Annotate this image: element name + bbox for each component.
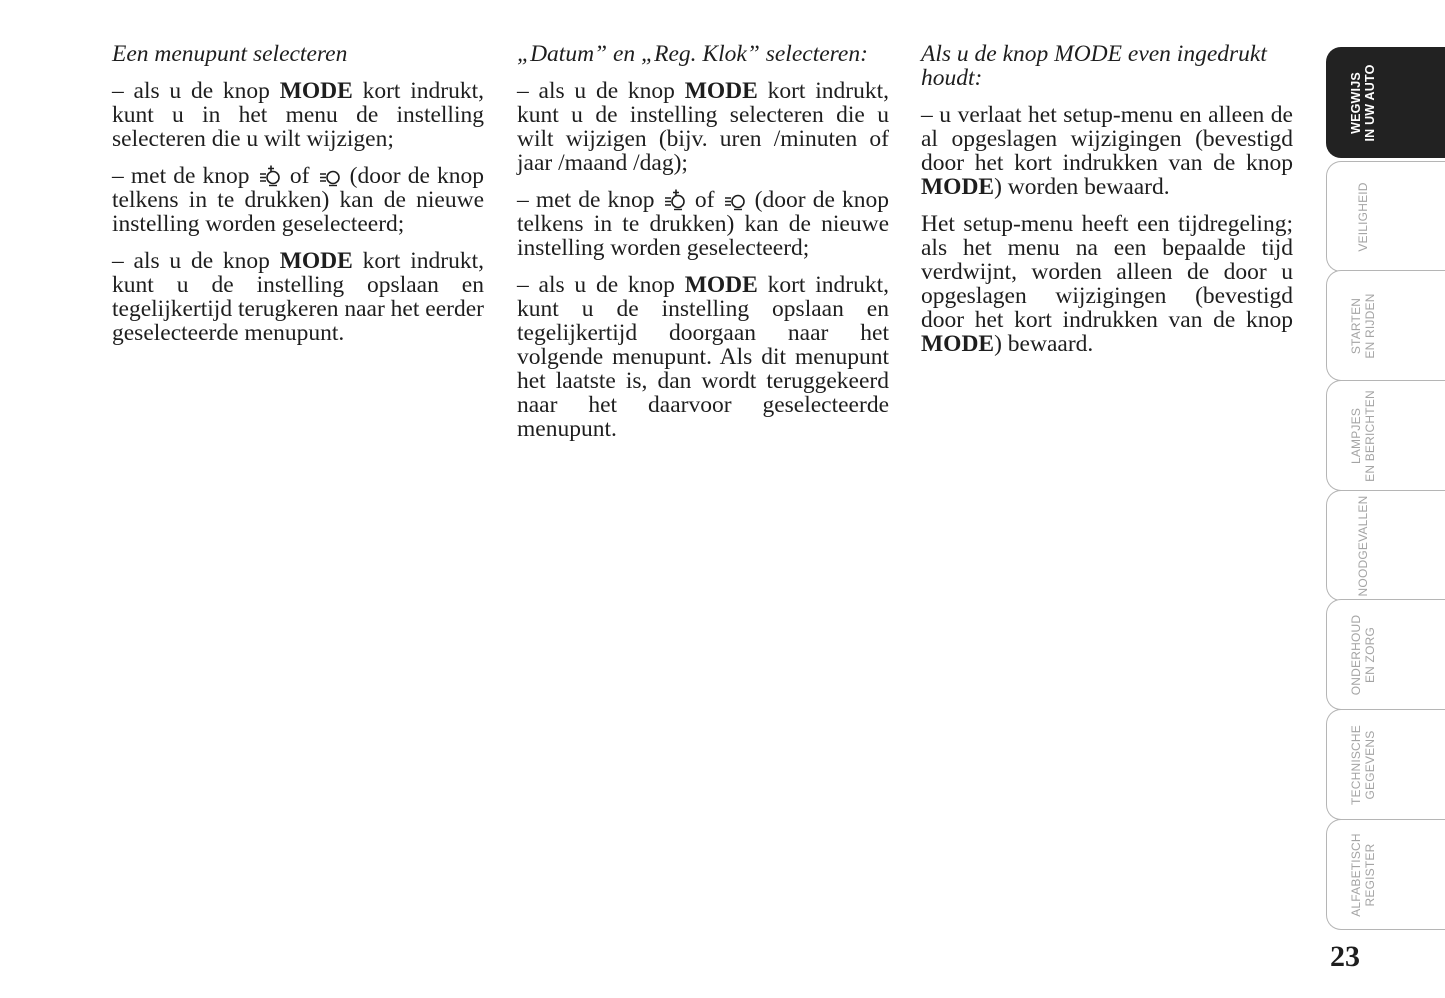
tab-label: STARTEN EN RIJDEN [1349, 292, 1377, 359]
tab-register[interactable] [1326, 819, 1445, 930]
text-run: of [282, 163, 317, 189]
body-paragraph [517, 273, 889, 441]
mode-keyword: MODE [279, 248, 353, 274]
body-paragraph [921, 103, 1293, 199]
text-run: (door de knop telkens in te drukken) kan de nieuwe instelling worden geselecteerd; [112, 163, 484, 237]
section-heading: Als u de knop MODE even ingedrukt houdt: [921, 41, 1267, 91]
tab-label: VEILIGHEID [1356, 181, 1370, 252]
body-paragraph [517, 79, 889, 175]
text-run: kort indrukt, kunt u de instelling selecteren die u wilt wijzigen (bijv. uren /minuten of jaar /maand /dag); [517, 78, 889, 176]
body-paragraph [921, 212, 1293, 356]
text-run: – met de knop [517, 187, 662, 213]
tab-label: NOODGEVALLEN [1356, 495, 1370, 596]
text-run: – als u de knop [517, 78, 685, 104]
tab-lampjes[interactable] [1326, 380, 1445, 491]
section-heading: Een menupunt selecteren [112, 41, 348, 67]
tab-label: LAMPJES EN BERICHTEN [1349, 389, 1377, 482]
tab-veiligheid[interactable] [1326, 161, 1445, 272]
text-column-1 [112, 42, 484, 358]
paragraphs [112, 79, 484, 345]
text-column-3 [921, 42, 1293, 369]
text-column-2 [517, 42, 889, 454]
text-run: of [687, 187, 722, 213]
mode-keyword: MODE [684, 272, 758, 298]
text-run: ) bewaard. [994, 331, 1094, 357]
body-paragraph [112, 164, 484, 236]
text-run: – als u de knop [112, 248, 280, 274]
paragraphs [921, 103, 1293, 356]
tab-starten[interactable] [1326, 270, 1445, 381]
text-run: – als u de knop [112, 78, 280, 104]
tab-onderhoud[interactable] [1326, 599, 1445, 710]
brightness-up-icon [259, 165, 281, 185]
text-run: kort indrukt, kunt u de instelling opslaan en tegelijkertijd doorgaan naar het volgende menupunt. Als dit menupunt het laatste is, dan wordt teruggekeerd naar het daarvoor geselecteerde menupunt. [517, 272, 889, 442]
tab-label: TECHNISCHE GEGEVENS [1349, 724, 1377, 805]
section-heading: „Datum” en „Reg. Klok” selecteren: [517, 41, 868, 67]
text-run: – met de knop [112, 163, 257, 189]
tab-technische[interactable] [1326, 709, 1445, 820]
tab-label: ONDERHOUD EN ZORG [1349, 614, 1377, 695]
tab-label: WEGWIJS IN UW AUTO [1349, 64, 1377, 141]
text-run: ) worden bewaard. [994, 174, 1170, 200]
brightness-down-icon [319, 165, 341, 185]
mode-keyword: MODE [921, 174, 995, 200]
text-run: (door de knop telkens in te drukken) kan de nieuwe instelling worden geselecteerd; [517, 187, 889, 261]
page-number: 23 [1330, 940, 1360, 973]
tab-label: ALFABETISCH REGISTER [1349, 832, 1377, 917]
text-run: Het setup-menu heeft een tijdregeling; als het menu na een bepaalde tijd verdwijnt, worden alleen de door u opgeslagen wijzigingen (bevestigd door het kort indrukken van de knop [921, 211, 1293, 333]
brightness-up-icon [664, 189, 686, 209]
text-run: – als u de knop [517, 272, 685, 298]
mode-keyword: MODE [684, 78, 758, 104]
paragraphs [517, 79, 889, 441]
text-run: kort indrukt, kunt u in het menu de instelling selecteren die u wilt wijzigen; [112, 78, 484, 152]
tab-wegwijs[interactable] [1326, 47, 1445, 158]
tab-noodgevallen[interactable] [1326, 490, 1445, 601]
brightness-down-icon [724, 189, 746, 209]
body-paragraph [112, 79, 484, 151]
body-paragraph [112, 249, 484, 345]
text-run: – u verlaat het setup-menu en alleen de al opgeslagen wijzigingen (bevestigd door het kort indrukken van de knop [921, 102, 1293, 176]
mode-keyword: MODE [921, 331, 995, 357]
body-paragraph [517, 188, 889, 260]
mode-keyword: MODE [279, 78, 353, 104]
text-run: kort indrukt, kunt u de instelling opslaan en tegelijkertijd terugkeren naar het eerder geselecteerde menupunt. [112, 248, 484, 346]
